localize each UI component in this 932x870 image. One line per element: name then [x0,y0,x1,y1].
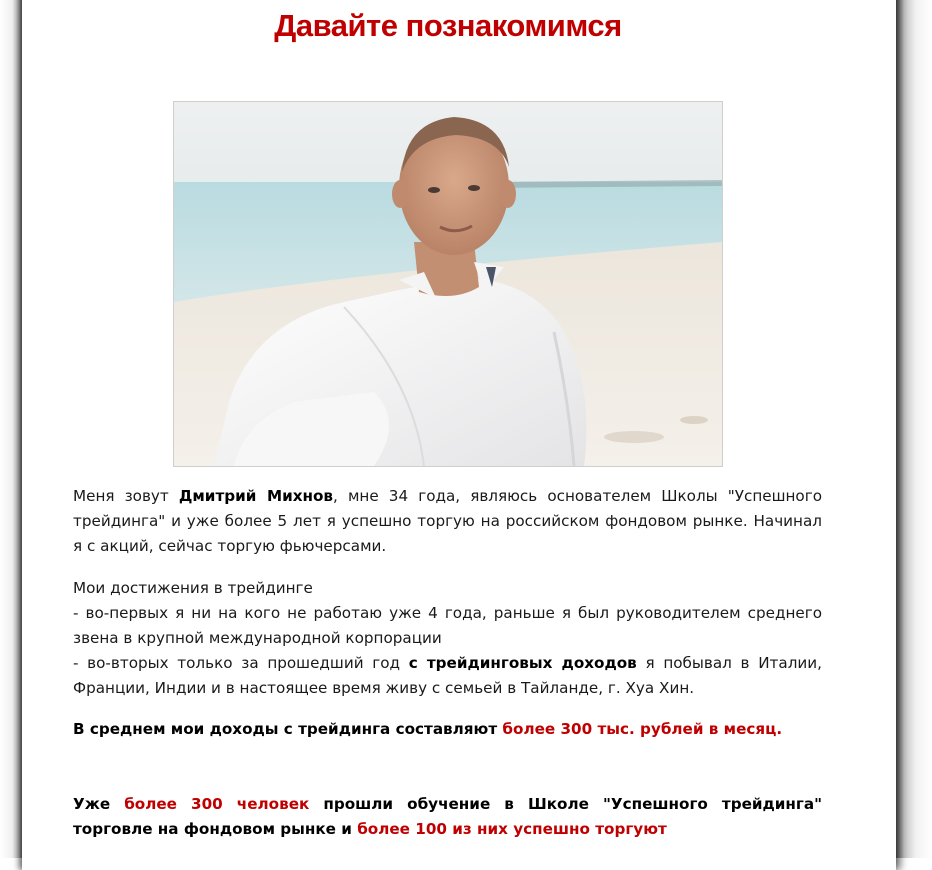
page-title: Давайте познакомимся [274,8,622,43]
achievement-item-2-bold: с трейдинговых доходов [408,654,637,672]
income-highlight: более 300 тыс. рублей в месяц. [502,720,783,738]
intro-paragraph [73,484,822,559]
students-text-middle: прошли обучение в Школе "Успешного трейдинга" торговле на фондовом рынке и [73,795,823,838]
achievement-item-2-start: - во-вторых только за прошедший год [73,654,409,672]
page-shadow-right [896,0,932,858]
students-highlight-1: более 300 человек [124,795,310,813]
income-text: В среднем мои доходы с трейдинга составляют [73,720,503,738]
students-paragraph [73,792,822,842]
achievement-item-2 [73,651,822,701]
author-photo-image [174,102,722,466]
achievements-heading: Мои достижения в трейдинге [73,579,313,597]
intro-text-start: Меня зовут [73,487,179,505]
author-name: Дмитрий Михнов [178,487,334,505]
page-shadow-left [0,0,22,858]
author-photo [173,101,723,467]
intro-text-end: , мне 34 года, являюсь основателем Школы "Успешного трейдинга" и уже более 5 лет я успешно торгую на российском фондовом рынке. Начинал я с акций, сейчас торгую фьючерсами. [73,487,822,555]
achievement-item-1: - во-первых я ни на кого не работаю уже 4 года, раньше я был руководителем среднего звена в крупной международной корпорации [73,604,822,647]
achievements-block [73,576,822,701]
income-paragraph [73,717,822,742]
students-highlight-2: более 100 из них успешно торгуют [357,820,667,838]
students-text-start: Уже [73,795,125,813]
achievement-item-2-end: я побывал в Италии, Франции, Индии и в настоящее время живу с семьей в Тайланде, г. Хуа Хин. [73,654,822,697]
